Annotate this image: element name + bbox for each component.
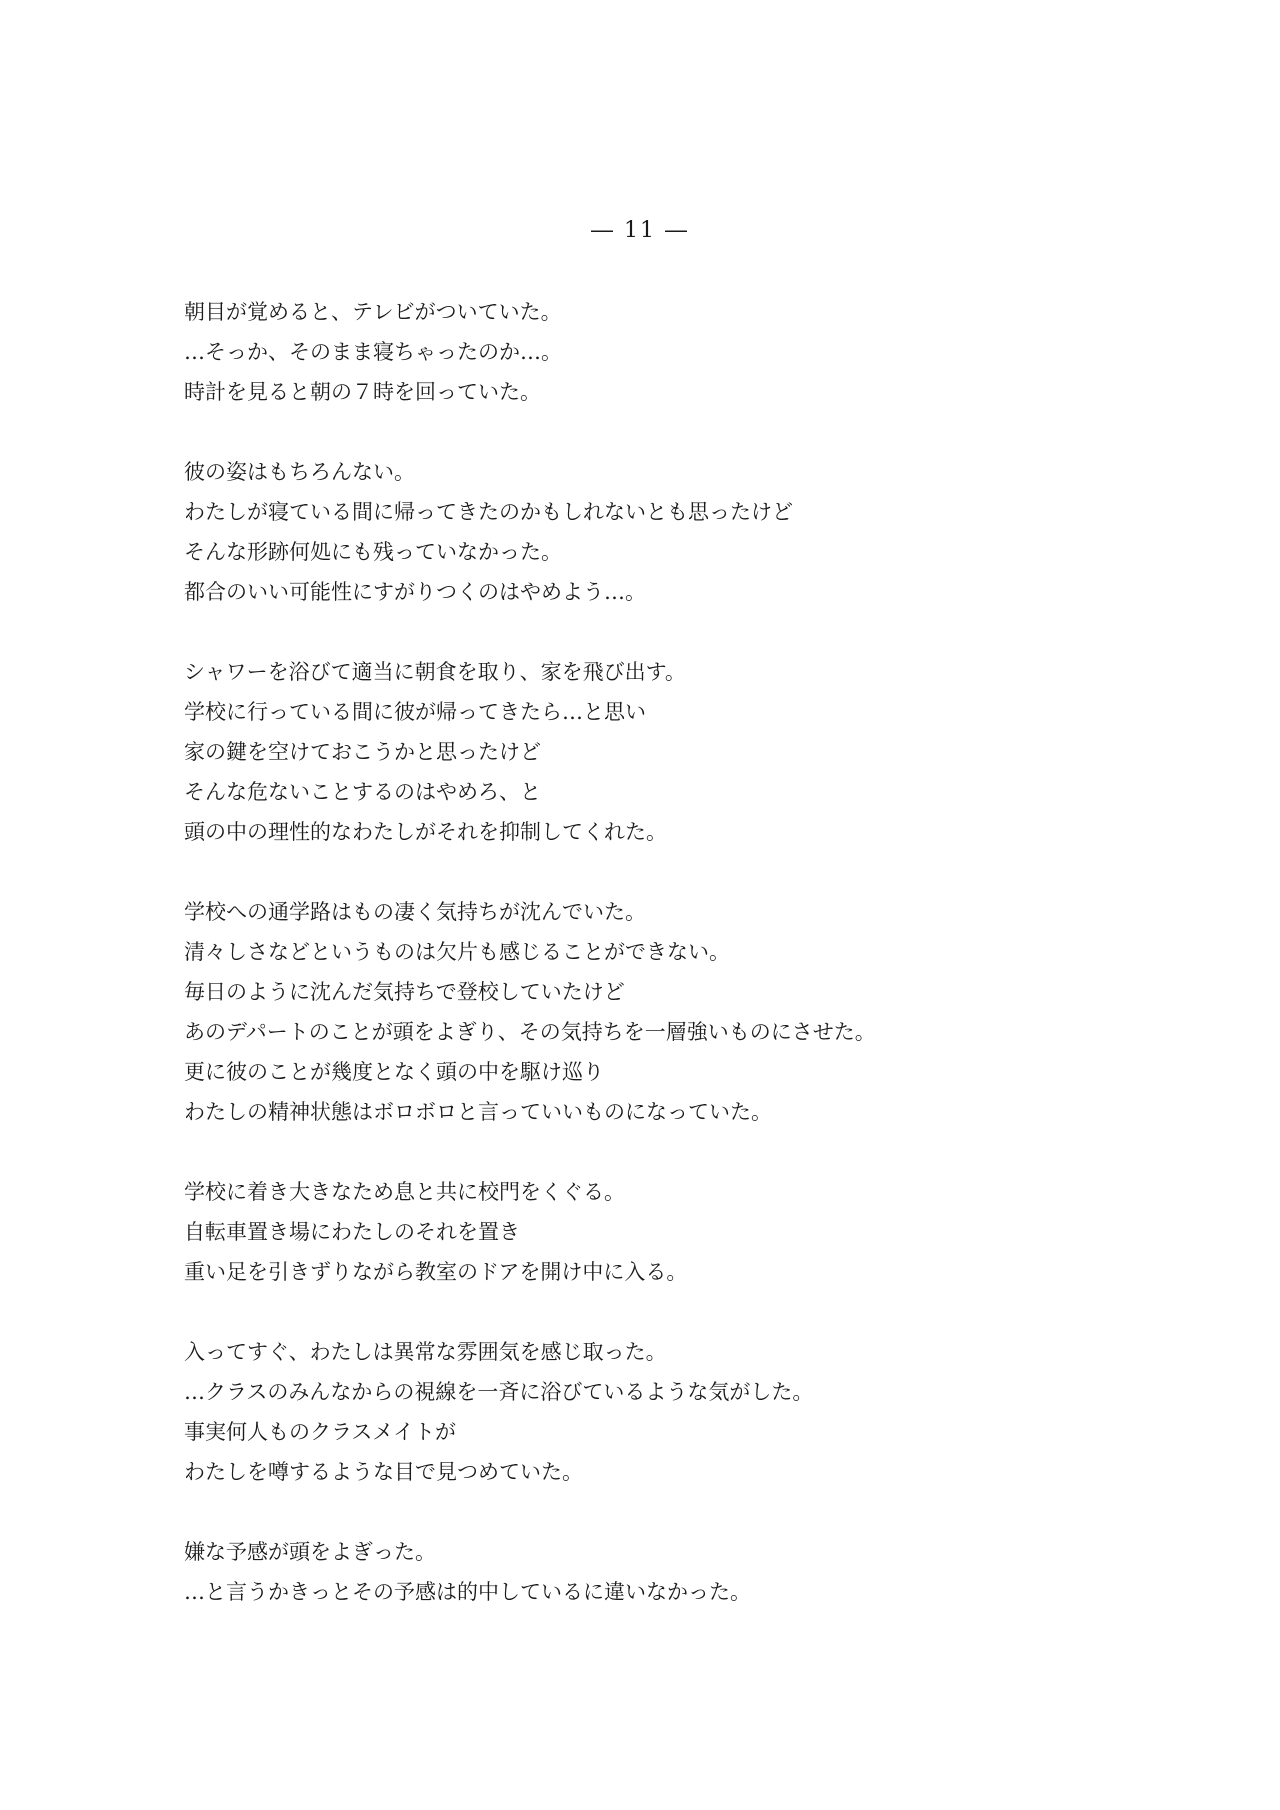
paragraph [184, 292, 1184, 412]
paragraph [184, 1172, 1184, 1292]
text-line: 自転車置き場にわたしのそれを置き [184, 1220, 520, 1244]
paragraph [184, 1332, 1184, 1492]
text-line: 都合のいい可能性にすがりつくのはやめよう…。 [184, 580, 646, 604]
text-line: わたしの精神状態はボロボロと言っていいものになっていた。 [184, 1100, 772, 1124]
paragraph [184, 452, 1184, 612]
text-line: 彼の姿はもちろんない。 [184, 460, 415, 484]
text-line: …クラスのみんなからの視線を一斉に浴びているような気がした。 [184, 1380, 814, 1404]
text-line: 時計を見ると朝の７時を回っていた。 [184, 380, 541, 404]
text-line: わたしを噂するような目で見つめていた。 [184, 1460, 583, 1484]
text-line: 学校への通学路はもの凄く気持ちが沈んでいた。 [184, 900, 646, 924]
text-line: 事実何人ものクラスメイトが [184, 1420, 456, 1444]
page-number: ― 11 ― [591, 218, 689, 243]
text-line: そんな形跡何処にも残っていなかった。 [184, 540, 562, 564]
text-line: 家の鍵を空けておこうかと思ったけど [184, 740, 541, 764]
paragraph [184, 652, 1184, 852]
paragraph [184, 1532, 1184, 1612]
body-text [184, 292, 1184, 1652]
text-line: 朝目が覚めると、テレビがついていた。 [184, 300, 562, 324]
text-line: シャワーを浴びて適当に朝食を取り、家を飛び出す。 [184, 660, 686, 684]
text-line: 毎日のように沈んだ気持ちで登校していたけど [184, 980, 625, 1004]
text-line: 更に彼のことが幾度となく頭の中を駆け巡り [184, 1060, 604, 1084]
text-line: わたしが寝ている間に帰ってきたのかもしれないとも思ったけど [184, 500, 793, 524]
text-line: …と言うかきっとその予感は的中しているに違いなかった。 [184, 1580, 751, 1604]
text-line: 清々しさなどというものは欠片も感じることができない。 [184, 940, 730, 964]
text-line: そんな危ないことするのはやめろ、と [184, 780, 541, 804]
text-line: 入ってすぐ、わたしは異常な雰囲気を感じ取った。 [184, 1340, 667, 1364]
text-line: 学校に行っている間に彼が帰ってきたら…と思い [184, 700, 646, 724]
text-line: 嫌な予感が頭をよぎった。 [184, 1540, 436, 1564]
text-line: あのデパートのことが頭をよぎり、その気持ちを一層強いものにさせた。 [184, 1020, 876, 1044]
paragraph [184, 892, 1184, 1132]
text-line: 重い足を引きずりながら教室のドアを開け中に入る。 [184, 1260, 688, 1284]
text-line: 学校に着き大きなため息と共に校門をくぐる。 [184, 1180, 625, 1204]
text-line: 頭の中の理性的なわたしがそれを抑制してくれた。 [184, 820, 667, 844]
text-line: …そっか、そのまま寝ちゃったのか…。 [184, 340, 562, 364]
